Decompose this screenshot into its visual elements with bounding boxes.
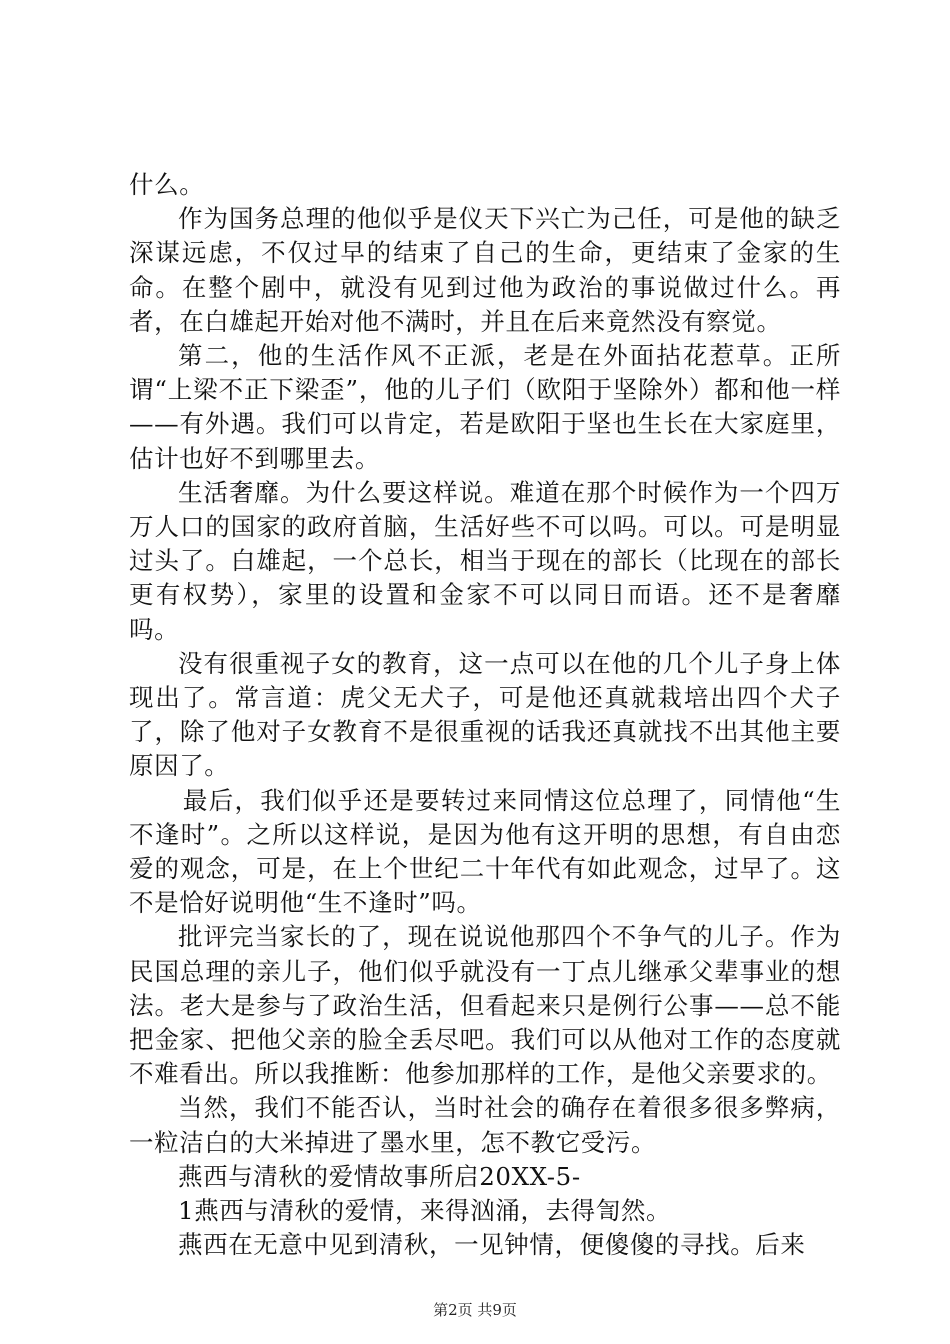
paragraph: 第二，他的生活作风不正派，老是在外面拈花惹草。正所谓“上梁不正下梁歪”，他的儿子们（欧阳于坚除外）都和他一样——有外遇。我们可以肯定，若是欧阳于坚也生长在大家庭里，估计也好不到哪里去。 [129,341,841,473]
paragraph: 1燕西与清秋的爱情，来得汹涌，去得訇然。 [178,1196,672,1226]
paragraph: 作为国务总理的他似乎是仪天下兴亡为己任，可是他的缺乏深谋远虑，不仅过早的结束了自己的生命，更结束了金家的生命。在整个剧中，就没有见到过他为政治的事说做过什么。再者，在白雄起开始对他不满时，并且在后来竟然没有察觉。 [129,204,841,336]
paragraph: 当然，我们不能否认，当时社会的确存在着很多很多弊病，一粒洁白的大米掉进了墨水里，怎不教它受污。 [129,1093,841,1157]
paragraph: 最后，我们似乎还是要转过来同情这位总理了，同情他“生不逢时”。之所以这样说，是因为他有这开明的思想，有自由恋爱的观念，可是，在上个世纪二十年代有如此观念，过早了。这不是恰好说明他“生不逢时”吗。 [129,785,841,918]
paragraph: 燕西与清秋的爱情故事所启20XX-5- [178,1161,581,1191]
page-footer: 第2页 共9页 [433,1301,517,1319]
document-body [129,168,841,1263]
paragraph: 没有很重视子女的教育，这一点可以在他的几个儿子身上体现出了。常言道：虎父无犬子，可是他还真就栽培出四个犬子了，除了他对子女教育不是很重视的话我还真就找不出其他主要原因了。 [129,648,841,781]
paragraph: 什么。 [129,170,205,199]
paragraph: 批评完当家长的了，现在说说他那四个不争气的儿子。作为民国总理的亲儿子，他们似乎就没有一丁点儿继承父辈事业的想法。老大是参与了政治生活，但看起来只是例行公事——总不能把金家、把他父亲的脸全丢尽吧。我们可以从他对工作的态度就不难看出。所以我推断：他参加那样的工作，是他父亲要求的。 [129,922,841,1089]
paragraph: 生活奢靡。为什么要这样说。难道在那个时候作为一个四万万人口的国家的政府首脑，生活好些不可以吗。可以。可是明显过头了。白雄起，一个总长，相当于现在的部长（比现在的部长更有权势），家里的设置和金家不可以同日而语。还不是奢靡吗。 [129,477,841,644]
paragraph: 燕西在无意中见到清秋，一见钟情，便傻傻的寻找。后来 [178,1230,806,1260]
